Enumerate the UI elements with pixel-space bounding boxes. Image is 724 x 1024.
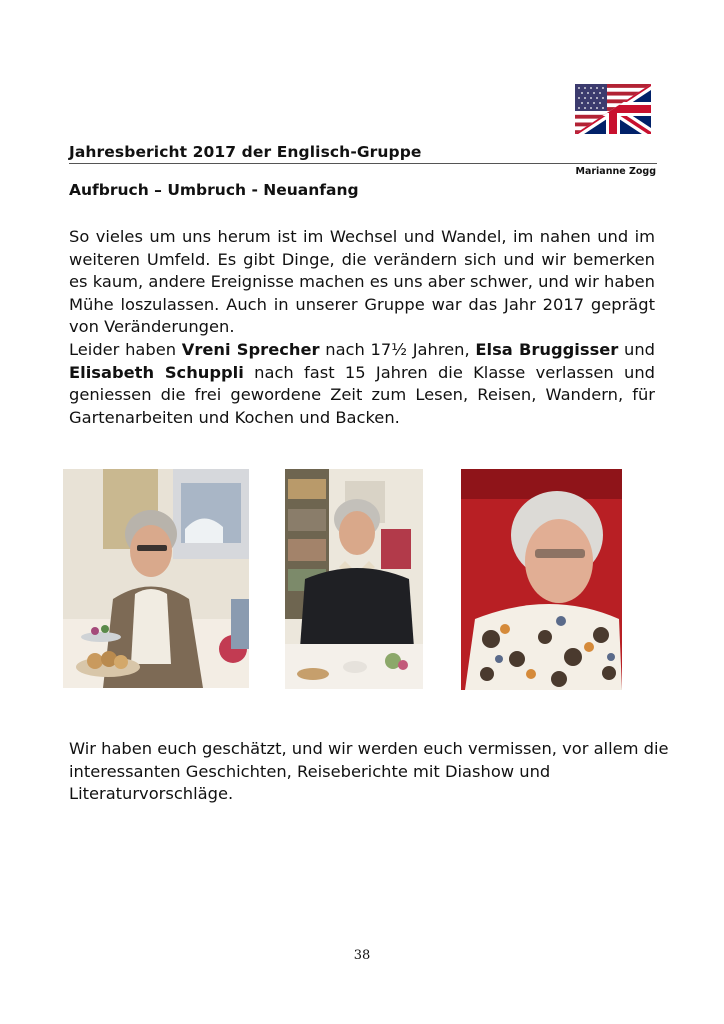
photo-vreni [63,469,249,688]
closing-paragraph: Wir haben euch geschätzt, und wir werden euch vermissen, vor allem die interessanten Geschichten, Reiseberichte mit Diashow und Literaturvorschläge. [69,739,669,804]
title-divider [69,163,657,164]
photo-elsa [285,469,423,689]
page-title: Jahresbericht 2017 der Englisch-Gruppe [69,143,422,161]
body-text [69,226,655,429]
text-fragment: Leider haben [69,339,182,359]
paragraph-intro: So vieles um uns herum ist im Wechsel und Wandel, im nahen und im weiteren Umfeld. Es gibt Dinge, die verändern sich und wir bemerken es kaum, andere Ereignisse machen es uns aber schwer, und wir haben Mühe loszulassen. Auch in unserer Gruppe war das Jahr 2017 geprägt von Veränderungen. [69,227,655,337]
name-vreni: Vreni Sprecher [181,339,320,359]
photo-elisabeth [461,469,622,690]
us-uk-flag-icon [575,84,651,134]
text-fragment: nach 17½ Jahren, [319,339,476,359]
paragraph-departures [69,339,655,429]
name-elsa: Elsa Bruggisser [475,339,619,359]
name-elisabeth: Elisabeth Schuppli [69,362,244,382]
page-number: 38 [353,948,371,963]
section-subtitle: Aufbruch – Umbruch - Neuanfang [69,181,359,199]
text-fragment: und [618,339,656,359]
author-name: Marianne Zogg [575,166,656,177]
text-fragment: nach fast 15 Jahren die Klasse verlassen und geniessen die frei gewordene Zeit zum Lesen, Reisen, Wandern, für Gartenarbeiten und Kochen und Backen. [69,362,656,427]
